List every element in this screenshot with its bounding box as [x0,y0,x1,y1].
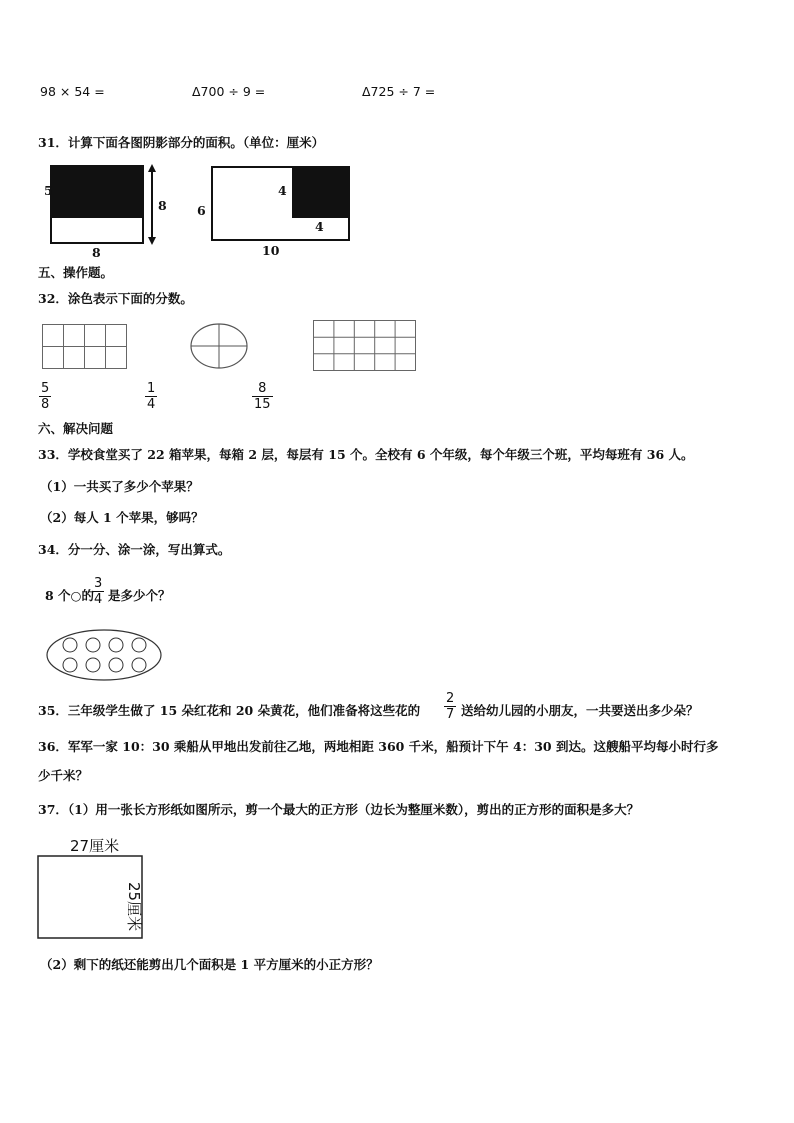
q35-text-before: 35．三年级学生做了 15 朵红花和 20 朵黄花，他们准备将这些花的 [38,703,421,718]
fraction-numerator: 5 [41,381,50,396]
q31-fig1-bottom-label: 8 [92,245,101,260]
q34-text: 34．分一分、涂一涂，写出算式。 [38,542,231,557]
section-6-heading: 六、解决问题 [38,421,114,436]
q33-text: 33．学校食堂买了 22 箱苹果，每箱 2 层，每层有 15 个。全校有 6 个年级，每个年级三个班，平均每班有 36 人。 [38,447,694,462]
fraction-numerator: 8 [258,381,267,396]
q34-prompt-before: 8 个○的 [45,588,94,603]
q37-sub-2: （2）剩下的纸还能剪出几个面积是 1 平方厘米的小正方形？ [40,957,379,972]
q31-figure-2 [205,160,355,250]
fraction-denominator: 7 [446,707,455,722]
fraction-numerator: 1 [147,381,156,396]
fraction-numerator: 3 [94,576,103,591]
fraction-denominator: 4 [147,397,156,412]
q31-fig2-bottom-label: 10 [262,243,280,258]
q37-height-label: 25厘米 [125,882,143,932]
q33-sub-1: （1）一共买了多少个苹果？ [40,479,199,494]
fraction-denominator: 4 [94,592,103,607]
q35-text-after: 送给幼儿园的小朋友，一共要送出多少朵？ [461,703,699,718]
q32-fraction-8-15 [252,381,273,412]
q36-line-1: 36．军军一家 10：30 乘船从甲地出发前往乙地，两地相距 360 千米，船预计下午 4：30 到达。这艘船平均每小时行多 [38,739,719,754]
q31-fig2-inner-left-label: 4 [278,183,287,198]
q31-text: 31．计算下面各图阴影部分的面积。（单位：厘米） [38,135,325,150]
fraction-denominator: 8 [41,397,50,412]
q34-fraction [92,576,104,607]
q32-fraction-5-8 [39,381,51,412]
q34-oval-with-circles [45,628,165,684]
q31-fig2-inner-bottom-label: 4 [315,219,324,234]
calc-item-1: 98 × 54 = [40,84,105,99]
q31-figure-1 [40,160,170,260]
q37-text: 37．（1）用一张长方形纸如图所示，剪一个最大的正方形（边长为整厘米数），剪出的正方形的面积是多大？ [38,802,640,817]
q34-prompt-after: 是多少个？ [108,588,171,603]
section-5-heading: 五、操作题。 [38,265,114,280]
calc-item-3: Δ725 ÷ 7 = [362,84,436,99]
q36-line-2: 少千米？ [38,768,89,783]
q33-sub-2: （2）每人 1 个苹果，够吗？ [40,510,204,525]
fraction-numerator: 2 [446,691,455,706]
q35-fraction [444,691,456,722]
q31-fig2-left-label: 6 [197,203,206,218]
calc-item-2: Δ700 ÷ 9 = [192,84,266,99]
q32-circle-4 [190,322,250,372]
q31-fig1-right-label: 8 [158,198,167,213]
q32-text: 32．涂色表示下面的分数。 [38,291,193,306]
q32-grid-8 [42,324,128,370]
q37-width-label: 27厘米 [70,837,120,855]
fraction-denominator: 15 [254,397,271,412]
q31-fig1-left-label: 5 [44,183,53,198]
q32-fraction-1-4 [145,381,157,412]
q32-grid-15 [313,320,417,372]
